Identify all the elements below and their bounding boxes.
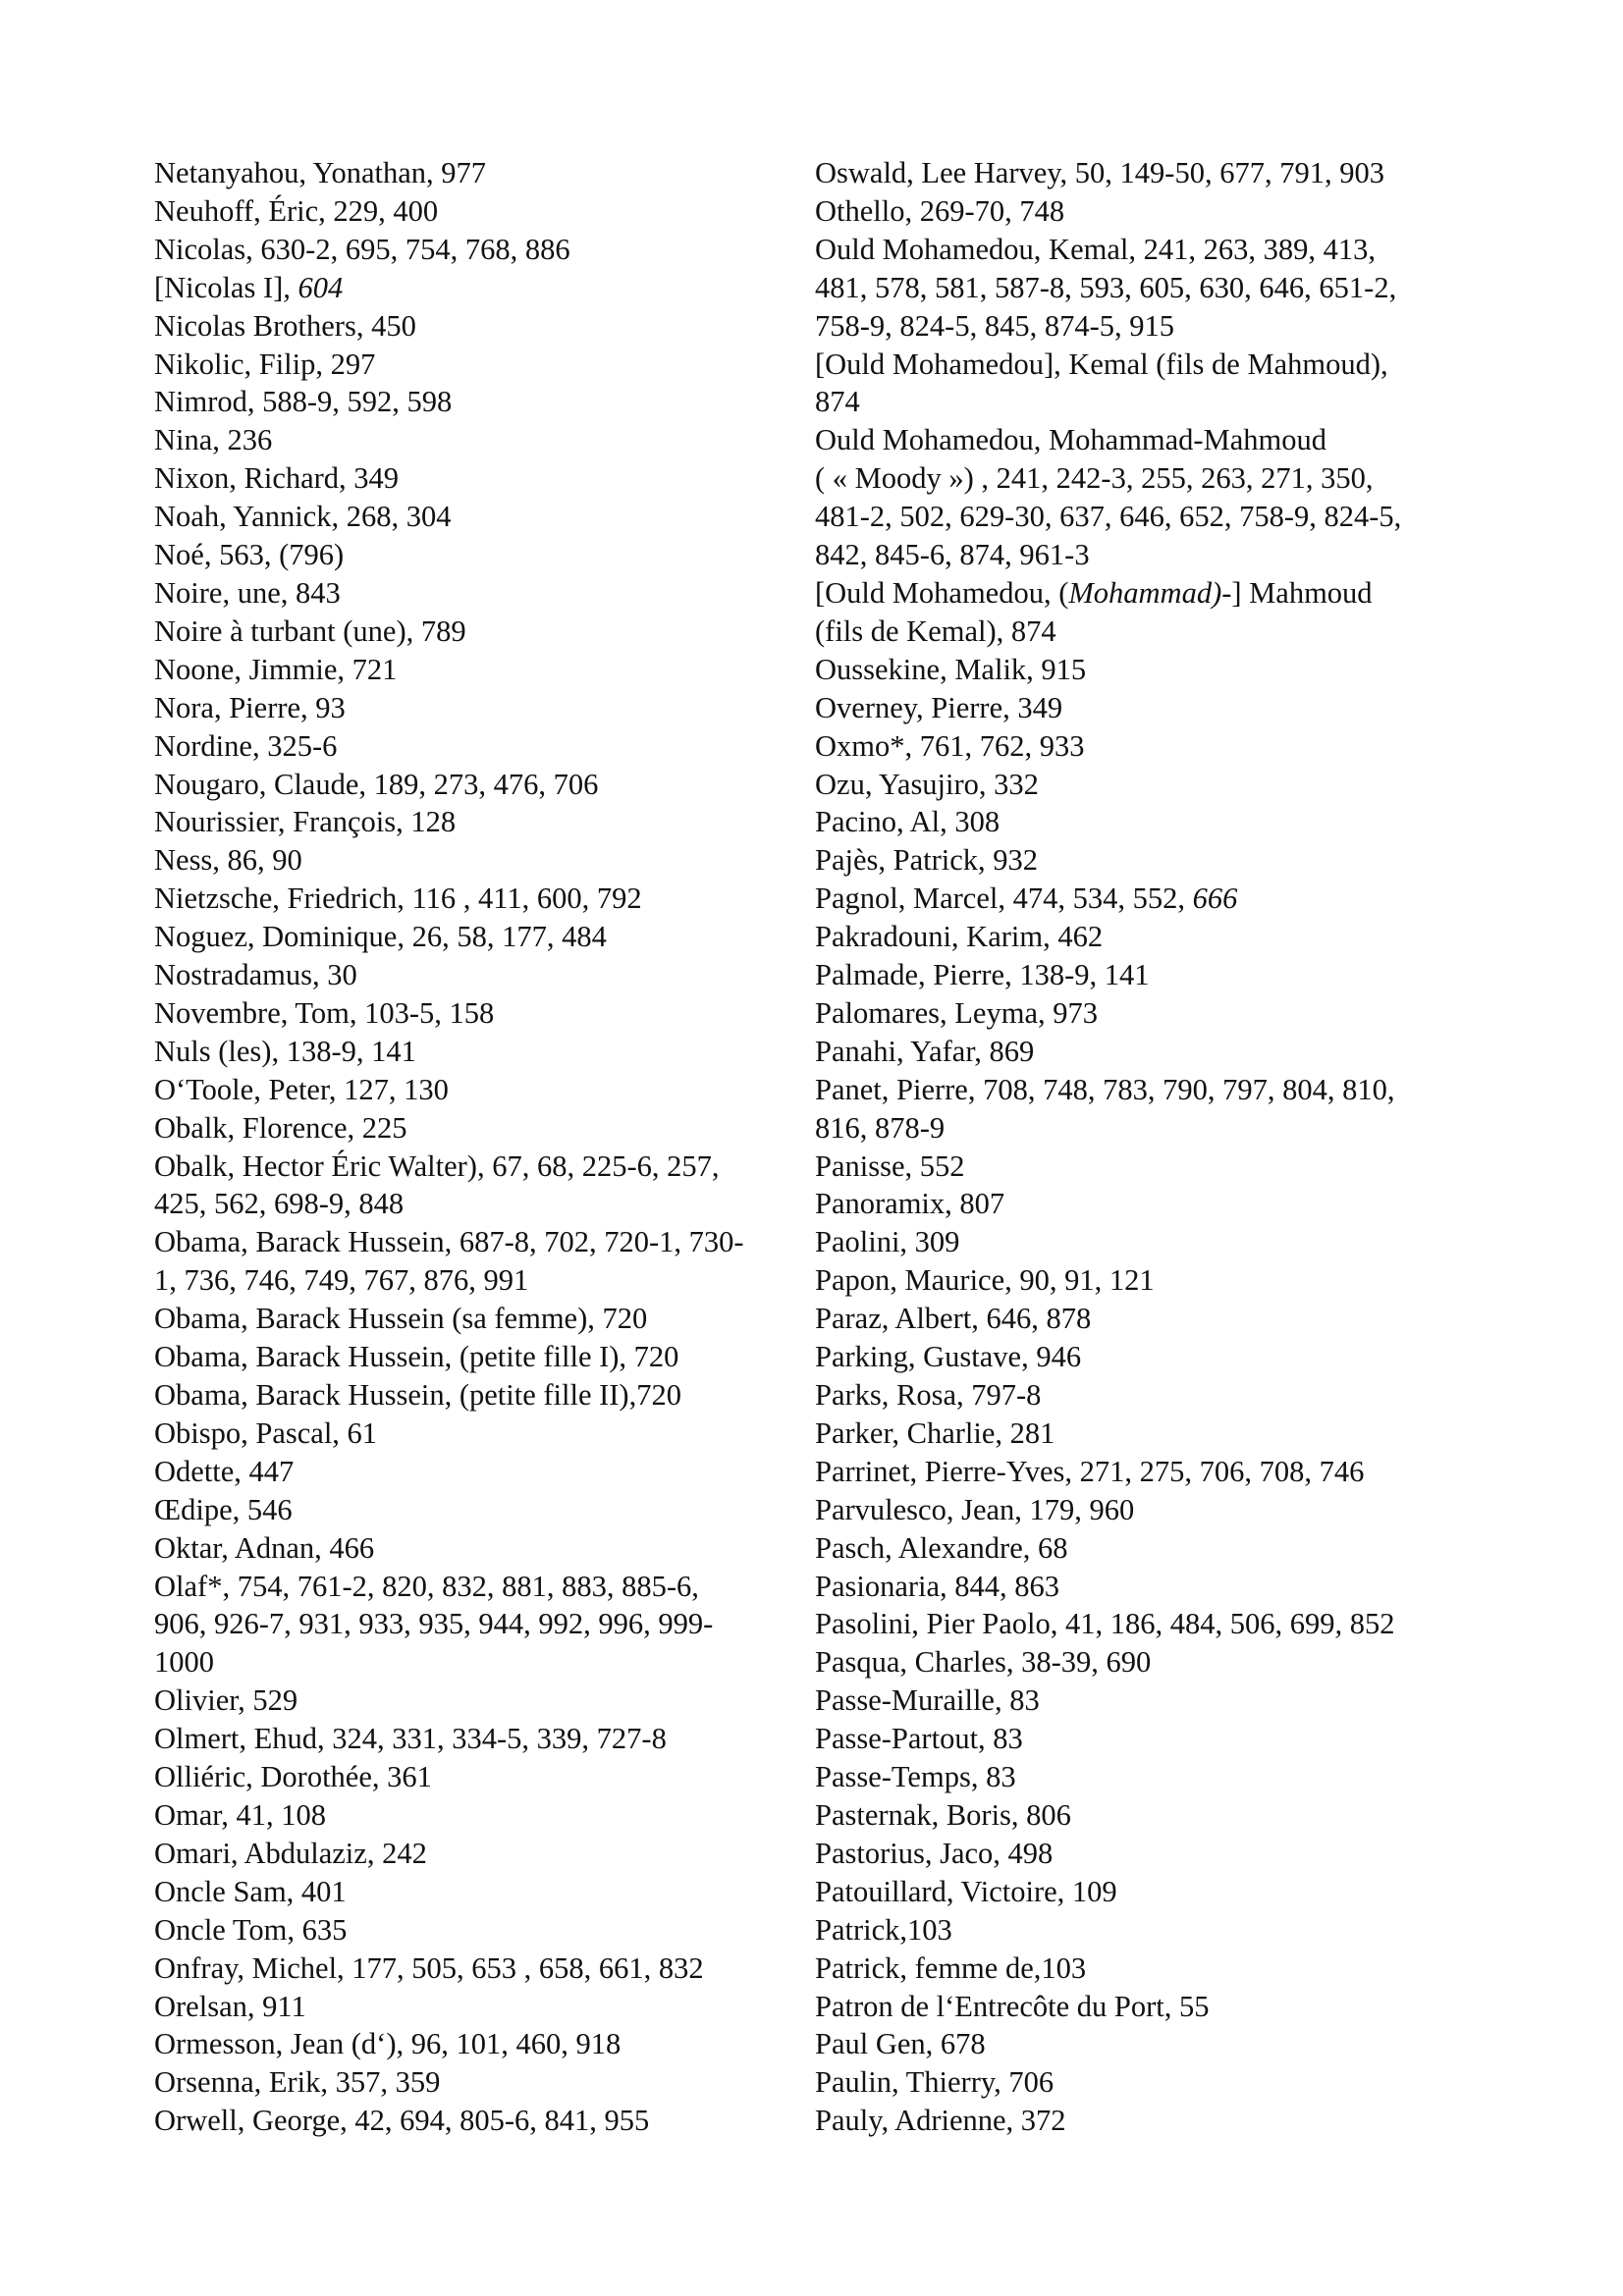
- index-entry-line: [154, 689, 812, 727]
- index-entry-text: Oxmo*, 761, 762, 933: [815, 728, 1085, 763]
- index-entry-text: Oncle Sam, 401: [154, 1874, 347, 1908]
- index-entry-line: [154, 1796, 812, 1835]
- index-entry-line: [815, 994, 1483, 1033]
- index-entry-line: [154, 1682, 812, 1720]
- index-entry-text: Olmert, Ehud, 324, 331, 334-5, 339, 727-8: [154, 1722, 667, 1756]
- index-entry-text: 481, 578, 581, 587-8, 593, 605, 630, 646, 651-2,: [815, 270, 1397, 304]
- index-entry-line: [154, 2025, 812, 2063]
- index-entry-text: Olivier, 529: [154, 1683, 298, 1718]
- index-entry-text: Pasionaria, 844, 863: [815, 1569, 1060, 1603]
- index-entry-line: [815, 1109, 1483, 1148]
- index-entry-text: Parks, Rosa, 797-8: [815, 1378, 1042, 1412]
- index-entry-text: Novembre, Tom, 103-5, 158: [154, 995, 495, 1030]
- index-entry-line: [154, 880, 812, 918]
- index-entry-text: 758-9, 824-5, 845, 874-5, 915: [815, 308, 1174, 343]
- index-entry-text: Ormesson, Jean (d‘), 96, 101, 460, 918: [154, 2027, 622, 2061]
- index-entry-text: Othello, 269-70, 748: [815, 193, 1065, 228]
- index-entry-text: Patrick, femme de,103: [815, 1950, 1087, 1985]
- index-entry-text: Obama, Barack Hussein, (petite fille I), 720: [154, 1340, 679, 1374]
- index-entry-line: [154, 154, 812, 192]
- index-entry-text: Passe-Temps, 83: [815, 1760, 1016, 1794]
- index-entry-text: Nimrod, 588-9, 592, 598: [154, 385, 453, 419]
- index-entry-line: [154, 2102, 812, 2140]
- index-entry-line: [815, 1911, 1483, 1949]
- index-entry-text: [Nicolas I]: [154, 270, 284, 304]
- index-entry-text: Patron de l‘Entrecôte du Port, 55: [815, 1989, 1210, 2023]
- index-entry-text: Palmade, Pierre, 138-9, 141: [815, 958, 1150, 992]
- index-entry-line: [154, 994, 812, 1033]
- index-entry-line: [154, 613, 812, 651]
- index-entry-text: Parking, Gustave, 946: [815, 1340, 1082, 1374]
- index-entry-line: [815, 1185, 1483, 1223]
- index-entry-text: (fils de Kemal), 874: [815, 614, 1056, 648]
- index-entry-text: Panahi, Yafar, 869: [815, 1034, 1035, 1068]
- index-entry-text: Neuhoff, Éric, 229, 400: [154, 193, 439, 228]
- index-entry-text: Oktar, Adnan, 466: [154, 1530, 375, 1565]
- index-entry-line: [815, 841, 1483, 880]
- index-entry-line: [815, 2025, 1483, 2063]
- index-entry-line: [815, 1796, 1483, 1835]
- index-entry-text: Nicolas, 630-2, 695, 754, 768, 886: [154, 232, 570, 266]
- index-entry-line: [815, 1643, 1483, 1682]
- index-entry-text: Passe-Muraille, 83: [815, 1683, 1040, 1718]
- index-entry-text: Paulin, Thierry, 706: [815, 2065, 1055, 2100]
- index-column-right: [815, 154, 1483, 2140]
- index-entry-text: Noguez, Dominique, 26, 58, 177, 484: [154, 920, 607, 954]
- index-entry-text: 874: [815, 385, 860, 419]
- index-entry-text: Orwell, George, 42, 694, 805-6, 841, 955: [154, 2104, 650, 2138]
- index-entry-line: [815, 1148, 1483, 1186]
- index-entry-line: [154, 536, 812, 574]
- index-entry-text: Pauly, Adrienne, 372: [815, 2104, 1066, 2138]
- index-entry-line: [815, 1453, 1483, 1491]
- index-entry-line: [815, 613, 1483, 651]
- index-entry-text: Nostradamus, 30: [154, 958, 357, 992]
- index-entry-text: Noire, une, 843: [154, 575, 341, 610]
- index-entry-text: Parker, Charlie, 281: [815, 1415, 1055, 1450]
- index-entry-text: Noé, 563, (796): [154, 538, 345, 572]
- index-entry-text: 1000: [154, 1645, 214, 1680]
- index-entry-line: [154, 651, 812, 689]
- index-entry-text: Oswald, Lee Harvey, 50, 149-50, 677, 791, 903: [815, 156, 1384, 189]
- index-entry-text: Nora, Pierre, 93: [154, 690, 346, 724]
- index-entry-line: [154, 766, 812, 804]
- index-entry-text: [Ould Mohamedou, (: [815, 575, 1069, 610]
- index-entry-text: Papon, Maurice, 90, 91, 121: [815, 1263, 1155, 1298]
- index-entry-text: Patouillard, Victoire, 109: [815, 1874, 1117, 1908]
- index-entry-line: [815, 307, 1483, 346]
- index-entry-italic-text: 666: [1192, 881, 1238, 916]
- index-entry-line: [815, 383, 1483, 421]
- index-entry-line: [815, 231, 1483, 269]
- index-entry-text: Ozu, Yasujiro, 332: [815, 767, 1039, 801]
- index-entry-line: [154, 346, 812, 384]
- index-entry-line: [815, 421, 1483, 459]
- index-entry-line: [154, 1033, 812, 1071]
- index-entry-line: [154, 383, 812, 421]
- index-entry-text: Pacino, Al, 308: [815, 805, 1001, 839]
- index-entry-line: [154, 231, 812, 269]
- index-entry-line: [154, 1261, 812, 1300]
- index-entry-line: [815, 1415, 1483, 1453]
- index-entry-line: [154, 1949, 812, 1988]
- index-entry-line: [154, 841, 812, 880]
- index-entry-line: [154, 1415, 812, 1453]
- index-entry-text: Obalk, Hector Éric Walter), 67, 68, 225-6, 257,: [154, 1148, 720, 1183]
- index-entry-line: [154, 918, 812, 956]
- index-entry-line: [815, 1605, 1483, 1643]
- index-entry-text: Oussekine, Malik, 915: [815, 652, 1087, 686]
- index-entry-text: Nina, 236: [154, 423, 273, 457]
- index-entry-italic-text: ,: [1334, 1607, 1343, 1641]
- index-entry-text: Obama, Barack Hussein, 687-8, 702, 720-1, 730-: [154, 1225, 744, 1259]
- index-entry-text: Palomares, Leyma, 973: [815, 995, 1098, 1030]
- index-entry-line: [815, 1261, 1483, 1300]
- index-entry-text: ( « Moody ») , 241, 242-3, 255, 263, 271, 350,: [815, 461, 1374, 496]
- index-entry-text: Parrinet, Pierre-Yves, 271, 275, 706, 708, 746: [815, 1454, 1365, 1488]
- index-entry-line: [154, 1453, 812, 1491]
- index-entry-line: [154, 1376, 812, 1415]
- index-entry-line: [815, 1338, 1483, 1376]
- index-entry-line: [154, 307, 812, 346]
- index-entry-line: [154, 1873, 812, 1911]
- index-entry-text: Nourissier, François, 128: [154, 805, 457, 839]
- index-entry-text: Ould Mohamedou, Kemal, 241, 263, 389, 413,: [815, 232, 1376, 266]
- index-entry-line: [815, 1988, 1483, 2026]
- index-entry-text: Noah, Yannick, 268, 304: [154, 500, 452, 534]
- index-entry-text: Parvulesco, Jean, 179, 960: [815, 1492, 1135, 1526]
- index-entry-line: [815, 2102, 1483, 2140]
- index-entry-text: Panoramix, 807: [815, 1187, 1005, 1221]
- index-entry-line: [815, 269, 1483, 307]
- index-entry-text: Omar, 41, 108: [154, 1797, 326, 1832]
- index-entry-text: Pastorius, Jaco, 498: [815, 1836, 1054, 1870]
- index-entry-text: Pagnol, Marcel, 474, 534, 552,: [815, 881, 1193, 916]
- index-entry-line: [154, 574, 812, 613]
- index-entry-text: 481-2, 502, 629-30, 637, 646, 652, 758-9, 824-5,: [815, 500, 1402, 534]
- index-entry-text: Paul Gen, 678: [815, 2027, 986, 2061]
- index-entry-line: [154, 1911, 812, 1949]
- index-entry-line: [815, 1682, 1483, 1720]
- index-entry-text: Obama, Barack Hussein, (petite fille II),720: [154, 1378, 681, 1412]
- index-entry-line: [154, 1568, 812, 1606]
- index-entry-text: Oncle Tom, 635: [154, 1912, 348, 1947]
- index-entry-line: [815, 651, 1483, 689]
- index-entry-text: Obispo, Pascal, 61: [154, 1415, 378, 1450]
- index-entry-text: O‘Toole, Peter, 127, 130: [154, 1072, 449, 1106]
- index-entry-line: [154, 421, 812, 459]
- index-entry-line: [815, 1376, 1483, 1415]
- index-entry-line: [154, 192, 812, 231]
- index-entry-line: [815, 1568, 1483, 1606]
- index-entry-text: Pasqua, Charles, 38-39, 690: [815, 1645, 1152, 1680]
- index-entry-line: [815, 574, 1483, 613]
- index-entry-text: Ould Mohamedou, Mohammad-Mahmoud: [815, 423, 1326, 457]
- index-entry-text: Patrick,103: [815, 1912, 952, 1947]
- index-entry-line: [815, 1071, 1483, 1109]
- index-entry-italic-text: Mohammad): [1068, 575, 1222, 610]
- index-entry-text: Passe-Partout, 83: [815, 1722, 1023, 1756]
- index-entry-text: Obalk, Florence, 225: [154, 1110, 407, 1145]
- index-entry-text: Œdipe, 546: [154, 1492, 293, 1526]
- index-entry-line: [154, 498, 812, 536]
- index-entry-text: [Ould Mohamedou], Kemal (fils de Mahmoud),: [815, 347, 1388, 381]
- index-entry-text: -] Mahmoud: [1221, 575, 1373, 610]
- index-entry-text: Nuls (les), 138-9, 141: [154, 1034, 416, 1068]
- index-entry-text: 816, 878-9: [815, 1110, 946, 1145]
- index-entry-line: [815, 1529, 1483, 1568]
- index-entry-line: [815, 727, 1483, 766]
- index-entry-line: [815, 1949, 1483, 1988]
- index-entry-line: [154, 803, 812, 841]
- index-entry-text: Nixon, Richard, 349: [154, 461, 400, 496]
- index-entry-line: [154, 1148, 812, 1186]
- index-entry-text: Orsenna, Erik, 357, 359: [154, 2065, 441, 2100]
- index-entry-line: [815, 154, 1483, 192]
- index-entry-line: [815, 459, 1483, 498]
- index-entry-text: Onfray, Michel, 177, 505, 653 , 658, 661, 832: [154, 1950, 704, 1985]
- index-entry-line: [815, 1223, 1483, 1261]
- index-entry-text: Noire à turbant (une), 789: [154, 614, 466, 648]
- index-entry-line: [815, 498, 1483, 536]
- index-entry-text: Nikolic, Filip, 297: [154, 347, 376, 381]
- index-entry-line: [815, 192, 1483, 231]
- index-entry-text: Nordine, 325-6: [154, 728, 338, 763]
- index-entry-text: Ness, 86, 90: [154, 843, 302, 878]
- index-entry-text: Obama, Barack Hussein (sa femme), 720: [154, 1302, 648, 1336]
- index-entry-line: [815, 1873, 1483, 1911]
- index-entry-text: Pakradouni, Karim, 462: [815, 920, 1104, 954]
- index-entry-line: [154, 727, 812, 766]
- index-entry-text: Pasolini, Pier Paolo, 41, 186, 484, 506, 699: [815, 1607, 1335, 1641]
- index-entry-text: Olliéric, Dorothée, 361: [154, 1760, 432, 1794]
- index-entry-text: Pasch, Alexandre, 68: [815, 1530, 1068, 1565]
- index-entry-line: [154, 1491, 812, 1529]
- index-entry-text: 1, 736, 746, 749, 767, 876, 991: [154, 1263, 529, 1298]
- index-entry-line: [154, 1835, 812, 1873]
- index-entry-line: [815, 536, 1483, 574]
- index-entry-text: Panet, Pierre, 708, 748, 783, 790, 797, 804, 810,: [815, 1072, 1395, 1106]
- index-entry-line: [154, 1720, 812, 1758]
- index-entry-line: [154, 269, 812, 307]
- index-entry-line: [154, 1338, 812, 1376]
- index-entry-line: [154, 2063, 812, 2102]
- index-entry-text: Pasternak, Boris, 806: [815, 1797, 1071, 1832]
- index-entry-text: Nietzsche, Friedrich, 116 , 411, 600, 792: [154, 881, 642, 916]
- index-entry-text: 842, 845-6, 874, 961-3: [815, 538, 1090, 572]
- index-entry-line: [154, 1529, 812, 1568]
- index-entry-text: Olaf*, 754, 761-2, 820, 832, 881, 883, 885-6,: [154, 1569, 699, 1603]
- index-entry-line: [154, 1109, 812, 1148]
- index-entry-line: [154, 459, 812, 498]
- index-entry-text: Paolini, 309: [815, 1225, 960, 1259]
- index-entry-text: 425, 562, 698-9, 848: [154, 1187, 405, 1221]
- index-entry-text: Panisse, 552: [815, 1148, 965, 1183]
- index-entry-line: [815, 803, 1483, 841]
- index-entry-line: [815, 956, 1483, 994]
- index-entry-line: [154, 1605, 812, 1643]
- index-entry-line: [815, 918, 1483, 956]
- index-entry-line: [815, 1758, 1483, 1796]
- index-entry-line: [154, 1988, 812, 2026]
- index-entry-text: Omari, Abdulaziz, 242: [154, 1836, 427, 1870]
- index-entry-text: 852: [1342, 1607, 1395, 1641]
- index-entry-text: Netanyahou, Yonathan, 977: [154, 156, 487, 189]
- index-entry-text: Paraz, Albert, 646, 878: [815, 1302, 1092, 1336]
- index-entry-line: [815, 2063, 1483, 2102]
- index-entry-text: Nicolas Brothers, 450: [154, 308, 416, 343]
- index-entry-line: [815, 1491, 1483, 1529]
- index-entry-line: [154, 1300, 812, 1338]
- index-entry-line: [154, 1758, 812, 1796]
- index-entry-line: [815, 689, 1483, 727]
- index-entry-line: [815, 346, 1483, 384]
- index-entry-line: [815, 1720, 1483, 1758]
- index-entry-text: Orelsan, 911: [154, 1989, 306, 2023]
- index-entry-line: [815, 1033, 1483, 1071]
- index-entry-italic-text: , 604: [283, 270, 344, 304]
- index-entry-line: [815, 1835, 1483, 1873]
- index-entry-text: Overney, Pierre, 349: [815, 690, 1063, 724]
- index-entry-line: [815, 1300, 1483, 1338]
- index-entry-text: Odette, 447: [154, 1454, 295, 1488]
- index-column-left: [154, 154, 812, 2140]
- index-entry-text: Pajès, Patrick, 932: [815, 843, 1039, 878]
- index-entry-line: [815, 880, 1483, 918]
- index-entry-line: [154, 1185, 812, 1223]
- index-entry-line: [154, 1071, 812, 1109]
- index-entry-line: [815, 766, 1483, 804]
- index-entry-line: [154, 956, 812, 994]
- index-entry-text: Nougaro, Claude, 189, 273, 476, 706: [154, 767, 599, 801]
- index-entry-line: [154, 1223, 812, 1261]
- index-entry-text: Noone, Jimmie, 721: [154, 652, 398, 686]
- index-entry-line: [154, 1643, 812, 1682]
- index-entry-text: 906, 926-7, 931, 933, 935, 944, 992, 996, 999-: [154, 1607, 714, 1641]
